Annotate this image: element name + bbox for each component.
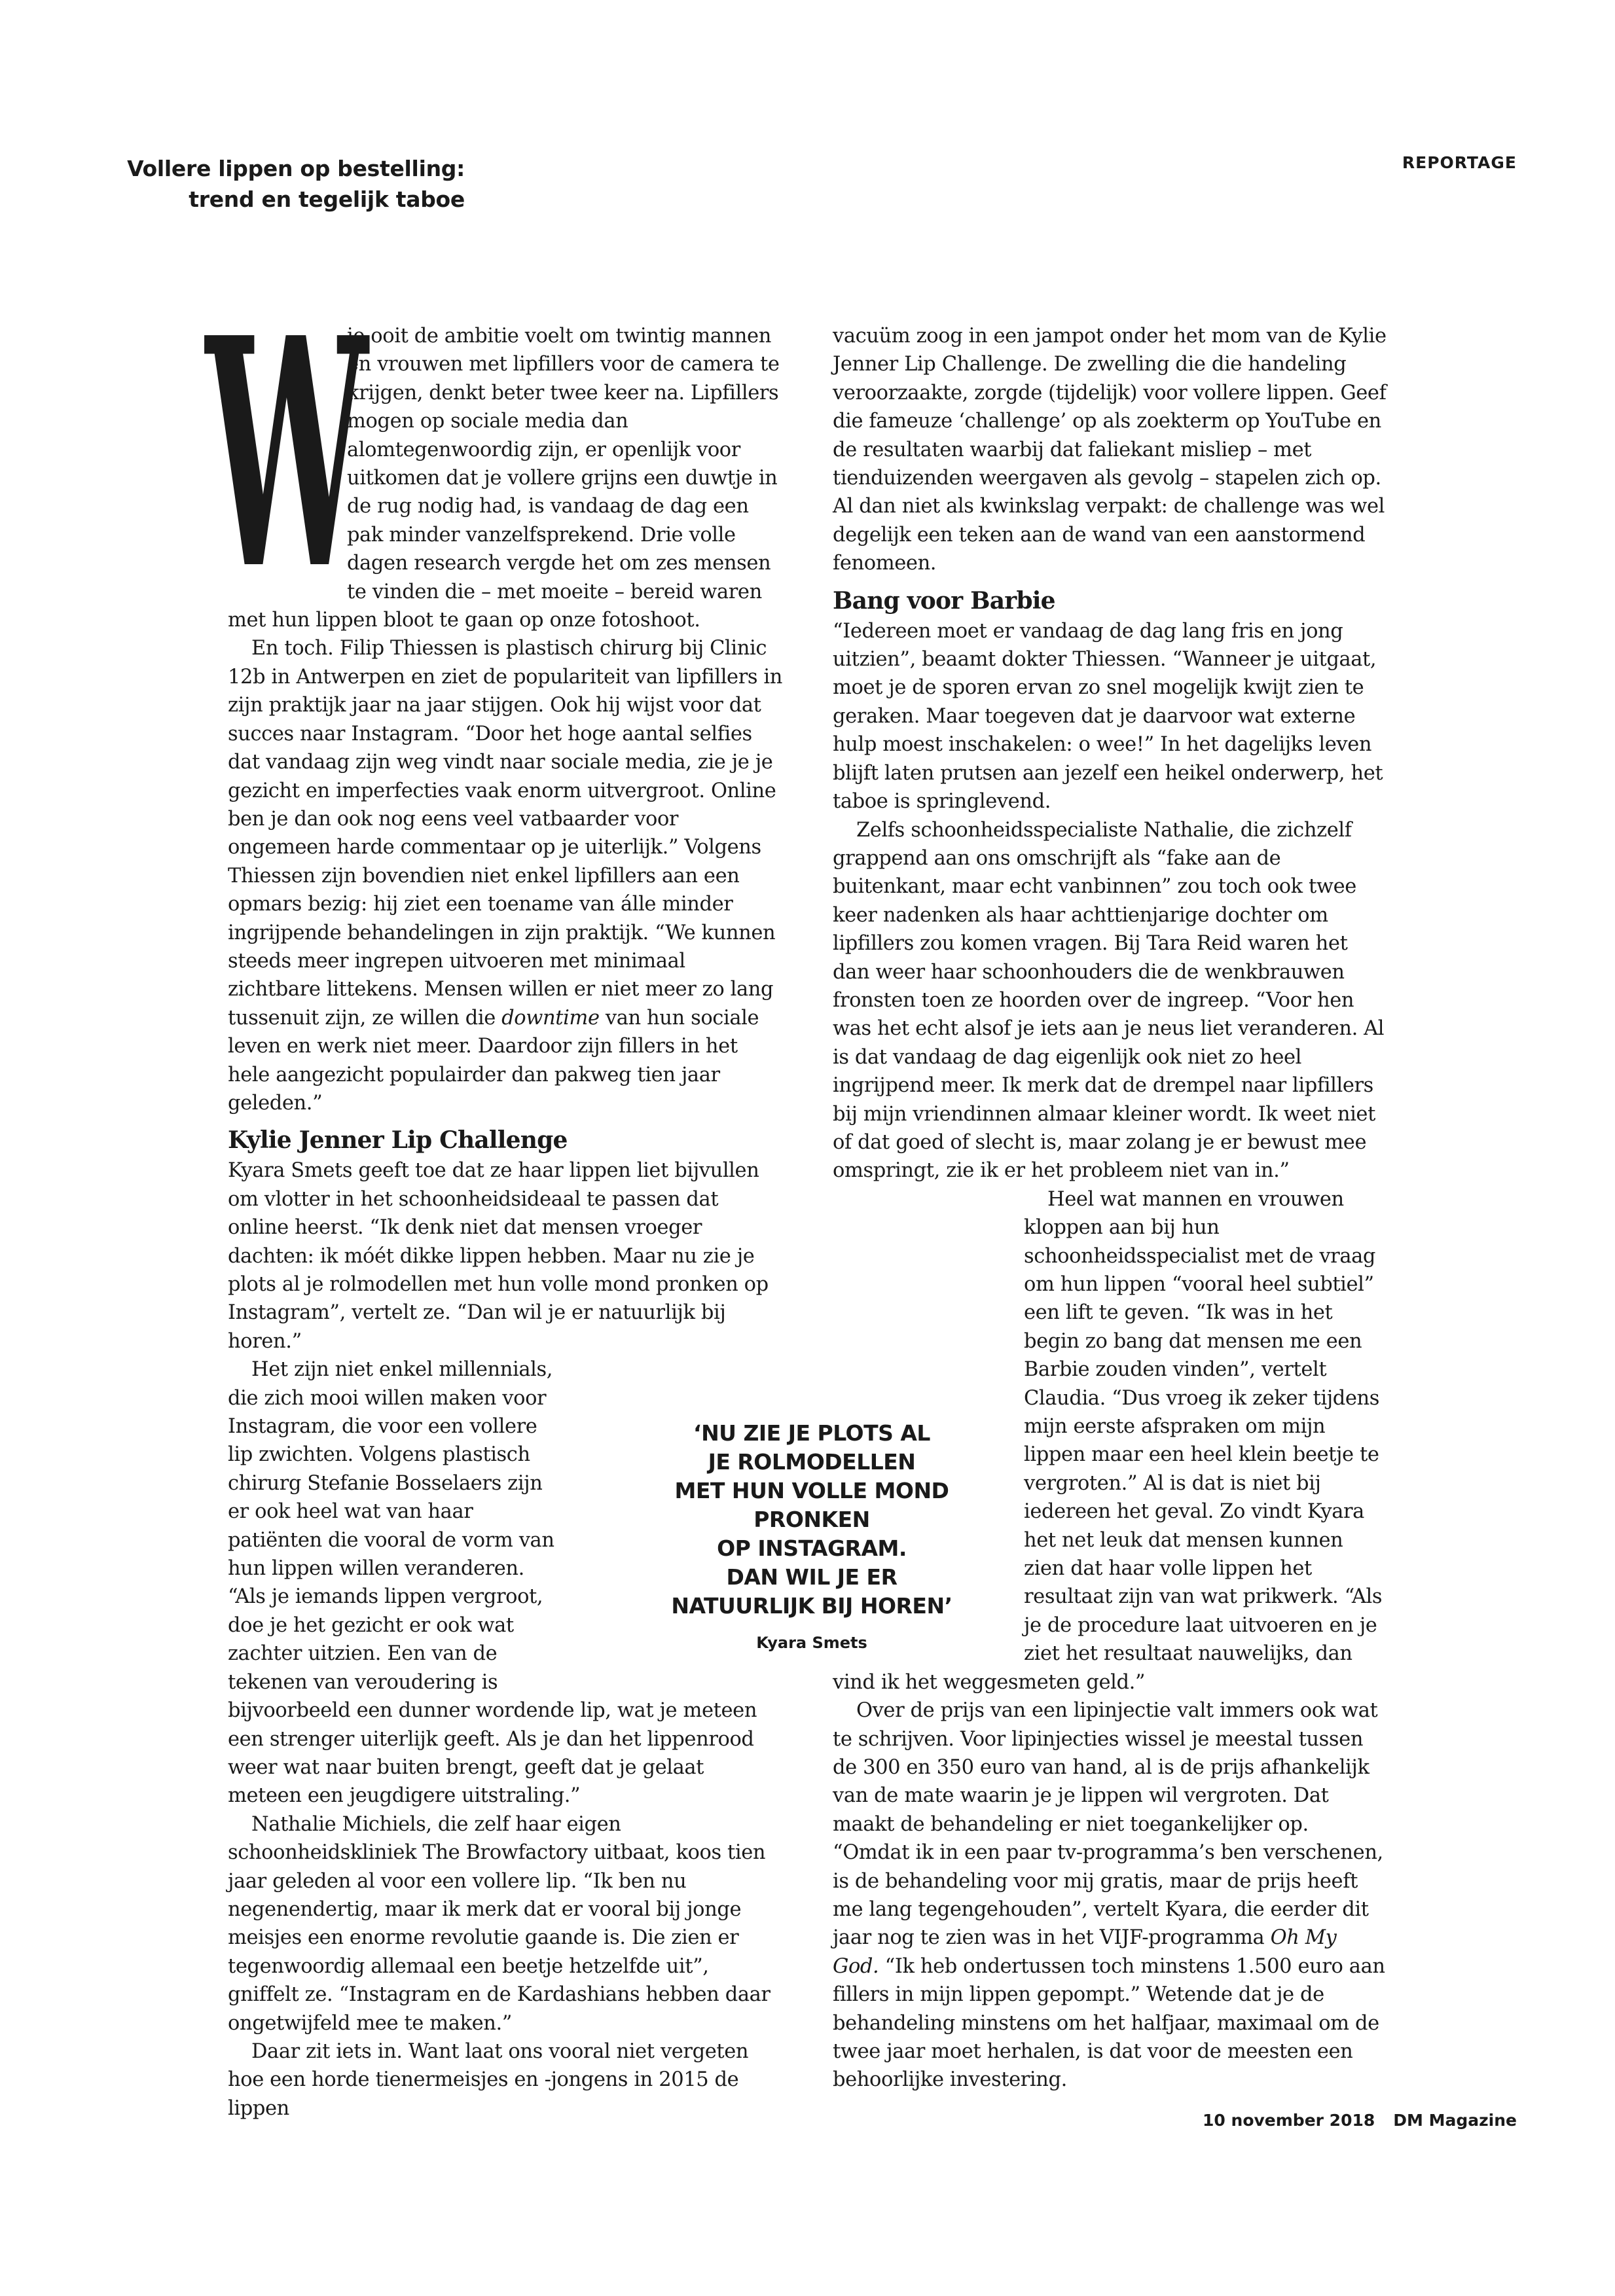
article-paragraph-8: “Iedereen moet er vandaag de dag lang fris en jong uitzien”, beaamt dokter Thiessen. “Wanneer je uitgaat, moet je de sporen ervan zo snel mogelijk kwijt zien te geraken. Maar toegeven dat je daarvoor wat externe hulp moest inschakelen: o wee!” In het dagelijks leven blijft laten prutsen aan jezelf een heikel onderwerp, het taboe is springlevend. xyxy=(833,619,1383,814)
paragraph-11-italic: Oh My God. xyxy=(833,1926,1337,1978)
article-paragraph-4: Het zijn niet enkel millennials, die zich mooi willen maken voor Instagram, die voor een vollere lip zwichten. Volgens plastisch chirurg Stefanie Bosselaers zijn er ook heel wat van haar patiënten die vooral de vorm van hun lippen willen veranderen. “Als je iemands lippen vergroot, doe je het gezicht er ook wat zachter uitzien. Een van de tekenen van veroudering is bijvoorbeeld een dunner wordende lip, wat je meteen een strenger uiterlijk geeft. Als je dan het lippenrood weer wat naar buiten brengt, geeft dat je gelaat meteen een jeugdigere uitstraling.” xyxy=(228,1358,757,1808)
section-label: REPORTAGE xyxy=(1402,153,1517,172)
headline-line-2: trend en tegelijk taboe xyxy=(189,187,465,212)
subheading-bang-voor-barbie: Bang voor Barbie xyxy=(833,586,1055,615)
pull-quote-line-4: PRONKEN xyxy=(753,1507,870,1532)
article-paragraph-2 xyxy=(228,634,783,1117)
article-paragraph-7: vacuüm zoog in een jampot onder het mom van de Kylie Jenner Lip Challenge. De zwelling die die handeling veroorzaakte, zorgde (tijdelijk) voor vollere lippen. Geef die fameuze ‘challenge’ op als zoekterm op YouTube en de resultaten waarbij dat faliekant misliep – met tienduizenden weergaven als gevolg – stapelen zich op. Al dan niet als kwinkslag verpakt: de challenge was wel degelijk een teken aan de wand van een aanstormend fenomeen. xyxy=(833,325,1387,575)
article-paragraph-6: Daar zit iets in. Want laat ons vooral niet vergeten hoe een horde tienermeisjes en -jongens in 2015 de lippen xyxy=(228,2039,749,2120)
paragraph-2-text: En toch. Filip Thiessen is plastisch chirurg bij Clinic 12b in Antwerpen en ziet de populariteit van lipfillers in zijn praktijk jaar na jaar stijgen. Ook hij wijst voor dat succes naar Instagram. “Door het hoge aantal selfies dat vandaag zijn weg vindt naar sociale media, zie je je gezicht en imperfecties vaak enorm uitvergroot. Online ben je dan ook nog eens veel vatbaarder voor ongemeen harde commentaar op je uiterlijk.” Volgens Thiessen zijn bovendien niet enkel lipfillers aan een opmars bezig: hij ziet een toename van álle minder ingrijpende behandelingen in zijn praktijk. “We kunnen steeds meer ingrepen uitvoeren met minimaal zichtbare littekens. Mensen willen er niet meer zo lang tussenuit zijn, ze willen die xyxy=(228,637,783,1030)
drop-cap: W xyxy=(206,270,362,639)
pull-quote-text xyxy=(615,1419,1008,1621)
pull-quote-line-5: OP INSTAGRAM. xyxy=(717,1535,907,1561)
article-column-left xyxy=(206,270,783,2123)
paragraph-11-end: “Ik heb ondertussen toch minstens 1.500 euro aan fillers in mijn lippen gepompt.” Wetende dat je de behandeling minstens om het halfjaar, maximaal om de twee jaar moet herhalen, is dat voor de meesten een behoorlijke investering. xyxy=(833,1954,1385,2092)
pull-quote-line-1: ‘NU ZIE JE PLOTS AL xyxy=(693,1420,930,1446)
footer-date: 10 november 2018 xyxy=(1203,2111,1375,2130)
article-paragraph-11 xyxy=(833,1696,1388,2094)
pull-quote-line-6: DAN WIL JE ER xyxy=(726,1564,898,1590)
paragraph-2-end: van hun sociale leven en werk niet meer. Daardoor zijn fillers in het hele aangezicht populairder dan pakweg tien jaar geleden.” xyxy=(228,1006,759,1115)
page-footer xyxy=(1203,2111,1517,2130)
pull-quote xyxy=(615,1419,1008,1652)
footer-magazine: DM Magazine xyxy=(1393,2111,1517,2130)
pull-quote-line-7: NATUURLIJK BIJ HOREN’ xyxy=(671,1593,953,1619)
pull-quote-line-3: MET HUN VOLLE MOND xyxy=(674,1478,949,1503)
article-headline xyxy=(98,153,465,215)
headline-line-1: Vollere lippen op bestelling: xyxy=(127,156,465,181)
paragraph-11-text: Over de prijs van een lipinjectie valt immers ook wat te schrijven. Voor lipinjecties wissel je meestal tussen de 300 en 350 euro van hand, al is de prijs afhankelijk van de mate waarin je je lippen wil vergroten. Dat maakt de behandeling er niet toegankelijker op. “Omdat ik in een paar tv-programma’s ben verschenen, is de behandeling voor mij gratis, maar de prijs heeft me lang tegengehouden”, vertelt Kyara, die eerder dit jaar nog te zien was in het VIJF-programma xyxy=(833,1699,1383,1950)
pull-quote-line-2: JE ROLMODELLEN xyxy=(708,1449,916,1475)
article-paragraph-5: Nathalie Michiels, die zelf haar eigen schoonheidskliniek The Browfactory uitbaat, koos tien jaar geleden al voor een vollere lip. “Ik ben nu negenendertig, maar ik merk dat er vooral bij jonge meisjes een enorme revolutie gaande is. Die zien er tegenwoordig allemaal een beetje hetzelfde uit”, gniffelt ze. “Instagram en de Kardashians hebben daar ongetwijfeld mee te maken.” xyxy=(228,1812,771,2035)
article-column-right xyxy=(833,322,1388,2094)
pull-quote-author: Kyara Smets xyxy=(756,1634,867,1652)
article-paragraph-1: ie ooit de ambitie voelt om twintig mannen en vrouwen met lipfillers voor de camera te krijgen, denkt beter twee keer na. Lipfillers mogen op sociale media dan alomtegenwoordig zijn, er openlijk voor uitkomen dat je vollere grijns een duwtje in de rug nodig had, is vandaag de dag een pak minder vanzelfsprekend. Drie volle dagen research vergde het om zes mensen te vinden die – met moeite – bereid waren met hun lippen bloot te gaan op onze fotoshoot. xyxy=(228,325,780,632)
paragraph-10-text: Heel wat mannen en vrouwen kloppen aan bij hun schoonheidsspecialist met de vraag om hun lippen “vooral heel subtiel” een lift te geven. “Ik was in het begin zo bang dat mensen me een Barbie zouden vinden”, vertelt Claudia. “Dus vroeg ik zeker tijdens mijn eerste afspraken om mijn lippen maar een heel klein beetje te vergroten.” Al is dat is niet bij iedereen het geval. Zo vindt Kyara het net leuk dat mensen kunnen zien dat haar volle lippen het resultaat zijn van wat prikwerk. “Als je de procedure laat uitvoeren en je ziet het resultaat nauwelijks, dan vind ik het weggesmeten geld.” xyxy=(833,1187,1383,1694)
subheading-kylie-jenner: Kylie Jenner Lip Challenge xyxy=(228,1126,568,1155)
paragraph-2-italic: downtime xyxy=(501,1006,600,1030)
article-paragraph-3: Kyara Smets geeft toe dat ze haar lippen liet bijvullen om vlotter in het schoonheidsideaal te passen dat online heerst. “Ik denk niet dat mensen vroeger dachten: ik móét dikke lippen hebben. Maar nu zie je plots al je rolmodellen met hun volle mond pronken op Instagram”, vertelt ze. “Dan wil je er natuurlijk bij horen.” xyxy=(228,1159,769,1353)
article-paragraph-9: Zelfs schoonheidsspecialiste Nathalie, die zichzelf grappend aan ons omschrijft als “fake aan de buitenkant, maar echt vanbinnen” zou toch ook twee keer nadenken als haar achttienjarige dochter om lipfillers zou komen vragen. Bij Tara Reid waren het dan weer haar schoonhouders die de wenkbrauwen fronsten toen ze hoorden over de ingreep. “Voor hen was het echt alsof je iets aan je neus liet veranderen. Al is dat vandaag de dag eigenlijk ook niet zo heel ingrijpend meer. Ik merk dat de drempel naar lipfillers bij mijn vriendinnen almaar kleiner wordt. Ik weet niet of dat goed of slecht is, maar zolang je er bewust mee omspringt, zie ik er het probleem niet van in.” xyxy=(833,818,1385,1183)
